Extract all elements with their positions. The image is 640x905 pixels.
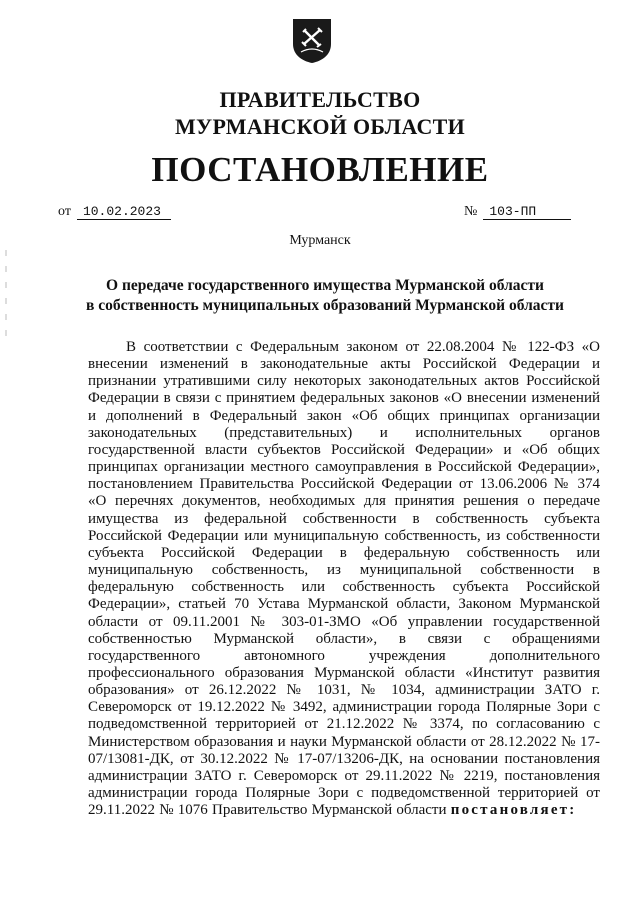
document-number [464,203,571,221]
subject-line-2: в собственность муниципальных образований Мурманской области [86,297,564,314]
coat-of-arms-emblem [290,16,334,64]
resolves-word: постановляет: [450,802,577,819]
subject-line-1: О передаче государственного имущества Мурманской области [106,277,544,294]
body-text: В соответствии с Федеральным законом от 22.08.2004 № 122-ФЗ «О внесении изменений в законодательные акты Российской Федерации и признании утратившими силу некоторых законодательных актов Российской Федерации в связи с принятием федеральных законов «О внесении изменений и дополнений в Федеральный закон «Об общих принципах организации законодательных (представительных) и исполнительных органов государственной власти субъектов Российской Федерации» и «Об общих принципах организации местного самоуправления в Российской Федерации», постановлением Правительства Российской Федерации от 13.06.2006 № 374 «О перечнях документов, необходимых для принятия решения о передаче имущества из федеральной собственности в собственность субъекта Российской Федерации или муниципальную собственность, из собственности субъекта Российской Федерации в федеральную собственность или муниципальную собственность, из муниципальной собственности в федеральную собственность или собственность субъекта Российской Федерации», статьей 70 Устава Мурманской области, Законом Мурманской области от 09.11.2001 № 303-01-ЗМО «Об управлении государственной собственностью Мурманской области», в связи с обращениями государственного автономного учреждения дополнительного профессионального образования Мурманской области «Институт развития образования» от 26.12.2022 № 1031, № 1034, администрации ЗАТО г. Североморск от 19.12.2022 № 3492, администрации города Полярные Зори с подведомственной территорией от 21.12.2022 № 3374, по согласованию с Министерством образования и науки Мурманской области от 28.12.2022 № 17-07/13081-ДК, от 30.12.2022 № 17-07/13206-ДК, на основании постановления администрации ЗАТО г. Североморск от 29.11.2022 № 2219, постановления администрации города Полярные Зори с подведомственной территорией от 29.11.2022 № 1076 Правительство Мурманской области [88,339,600,819]
date-value: 10.02.2023 [77,204,171,220]
body-paragraph [88,339,600,819]
number-value: 103-ПП [483,204,571,220]
date-prefix: от [58,204,71,219]
scan-margin-marks [4,250,8,340]
number-prefix: № [464,204,478,219]
document-subject [60,276,590,316]
org-line-1: ПРАВИТЕЛЬСТВО [219,87,421,112]
document-date [58,203,171,221]
city-name: Мурманск [289,233,351,248]
org-line-2: МУРМАНСКОЙ ОБЛАСТИ [174,114,466,139]
document-type-title: ПОСТАНОВЛЕНИЕ [151,150,489,189]
government-title [0,86,640,140]
